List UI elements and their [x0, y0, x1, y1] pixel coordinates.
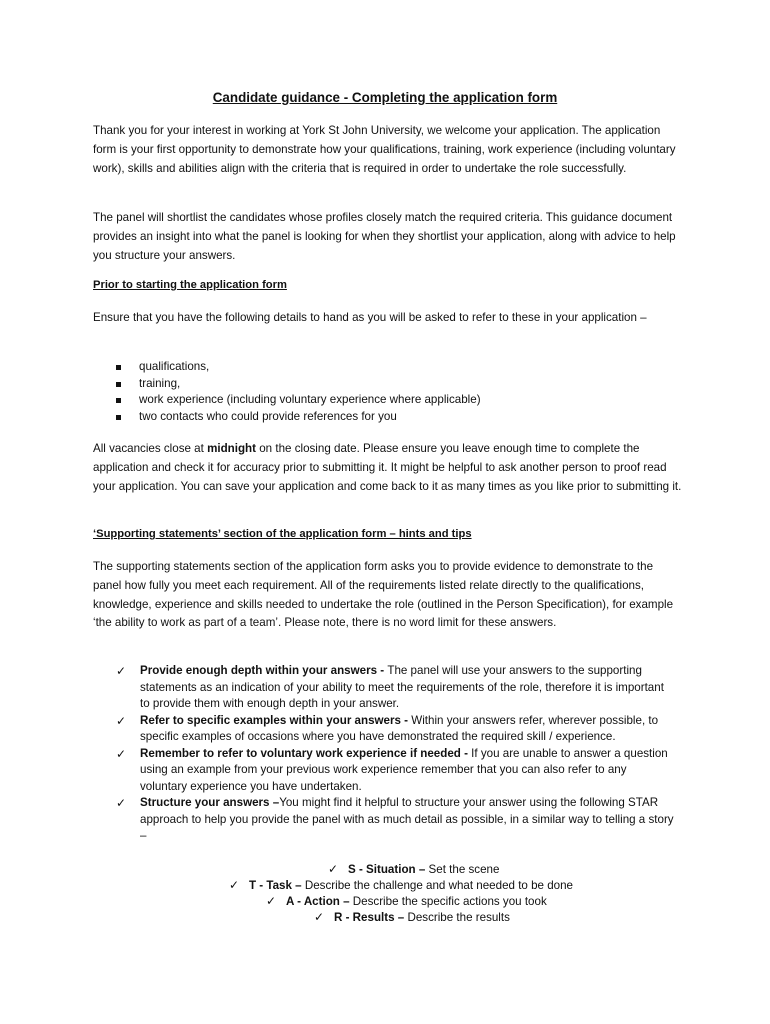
- checkmark-icon: ✓: [314, 910, 325, 924]
- checkmark-icon: ✓: [328, 862, 339, 876]
- tip-title: Refer to specific examples within your answers -: [140, 713, 412, 727]
- star-text: Describe the results: [407, 911, 510, 924]
- star-label: A - Action –: [286, 895, 353, 908]
- star-item-action: [266, 893, 547, 910]
- list-item-text: two contacts who could provide references for you: [139, 409, 397, 423]
- square-bullet-icon: [116, 415, 121, 420]
- checkmark-icon: ✓: [116, 713, 127, 728]
- closing-midnight-emphasis: midnight: [207, 442, 257, 455]
- tip-title: Remember to refer to voluntary work experience if needed -: [140, 746, 472, 760]
- details-bullet-list: [116, 359, 481, 425]
- star-item-situation: [328, 861, 499, 878]
- tip-title: Provide enough depth within your answers -: [140, 664, 388, 677]
- list-item-text: qualifications,: [139, 360, 210, 373]
- section-heading-supporting-statements: ‘Supporting statements’ section of the application form – hints and tips: [93, 528, 472, 540]
- tip-item: [116, 746, 676, 796]
- document-title: Candidate guidance - Completing the application form: [212, 90, 558, 105]
- tip-title: Structure your answers –: [140, 796, 280, 809]
- list-item-text: training,: [139, 376, 181, 390]
- list-item: [116, 359, 481, 376]
- checkmark-icon: ✓: [116, 664, 127, 678]
- star-item-task: [229, 877, 573, 894]
- star-text: Describe the specific actions you took: [352, 895, 547, 908]
- list-item-text: work experience (including voluntary experience where applicable): [139, 393, 481, 406]
- supporting-lead-paragraph: The supporting statements section of the application form asks you to provide evidence to demonstrate to the panel how fully you meet each requirement. All of the requirements listed relate directly to the qualifications, knowledge, experience and skills needed to undertake the role (outlined in the Person Specification), for example ‘the ability to work as part of a team’. Please note, there is no word limit for these answers.: [93, 560, 674, 630]
- closing-text-post: on the closing date. Please ensure you leave enough time to complete the application and check it for accuracy prior to submitting it. It might be helpful to ask another person to proof read your application. You can save your application and come back to it as many times as you like prior to submitting it.: [93, 442, 682, 493]
- square-bullet-icon: [116, 382, 121, 387]
- star-text: Set the scene: [428, 863, 500, 876]
- prior-lead-paragraph: Ensure that you have the following details to hand as you will be asked to refer to these in your application –: [93, 311, 647, 324]
- tip-item: [116, 713, 676, 746]
- tip-text: If you are unable to answer a question using an example from your previous work experience remember that you can also refer to any voluntary experience you have undertaken.: [140, 746, 668, 793]
- tip-text: You might find it helpful to structure your answer using the following STAR approach to help you provide the panel with as much detail as possible, in a similar way to telling a story –: [140, 796, 674, 842]
- star-text: Describe the challenge and what needed to be done: [304, 879, 573, 892]
- checkmark-icon: ✓: [266, 894, 277, 908]
- list-item: [116, 376, 481, 393]
- tip-text: The panel will use your answers to the supporting statements as an indication of your ability to meet the requirements of the role, therefore it is important to provide them with enough depth in your answer.: [140, 664, 664, 710]
- tip-item: [116, 795, 676, 845]
- list-item: [116, 392, 481, 409]
- square-bullet-icon: [116, 398, 121, 403]
- checkmark-icon: ✓: [116, 746, 127, 761]
- star-label: T - Task –: [249, 879, 305, 892]
- tip-text: Within your answers refer, wherever possible, to specific examples of occasions where you have demonstrated the required skill / experience.: [140, 713, 659, 743]
- section-heading-prior: Prior to starting the application form: [93, 279, 287, 291]
- closing-date-paragraph: [93, 440, 683, 496]
- tip-item: [116, 663, 676, 713]
- checkmark-icon: ✓: [229, 878, 240, 892]
- checkmark-icon: ✓: [116, 796, 127, 810]
- square-bullet-icon: [116, 365, 121, 370]
- intro-paragraph-2: The panel will shortlist the candidates whose profiles closely match the required criteria. This guidance document provides an insight into what the panel is looking for when they shortlist your application, along with advice to help you structure your answers.: [93, 211, 676, 262]
- intro-paragraph-1: Thank you for your interest in working at York St John University, we welcome your application. The application form is your first opportunity to demonstrate how your qualifications, training, work experience (including voluntary work), skills and abilities align with the criteria that is required in order to undertake the role successfully.: [93, 124, 676, 175]
- star-label: R - Results –: [334, 911, 408, 924]
- tips-checklist: [116, 663, 676, 845]
- star-item-results: [314, 909, 510, 926]
- list-item: [116, 409, 481, 426]
- star-label: S - Situation –: [348, 863, 429, 876]
- closing-text-pre: All vacancies close at: [93, 442, 208, 455]
